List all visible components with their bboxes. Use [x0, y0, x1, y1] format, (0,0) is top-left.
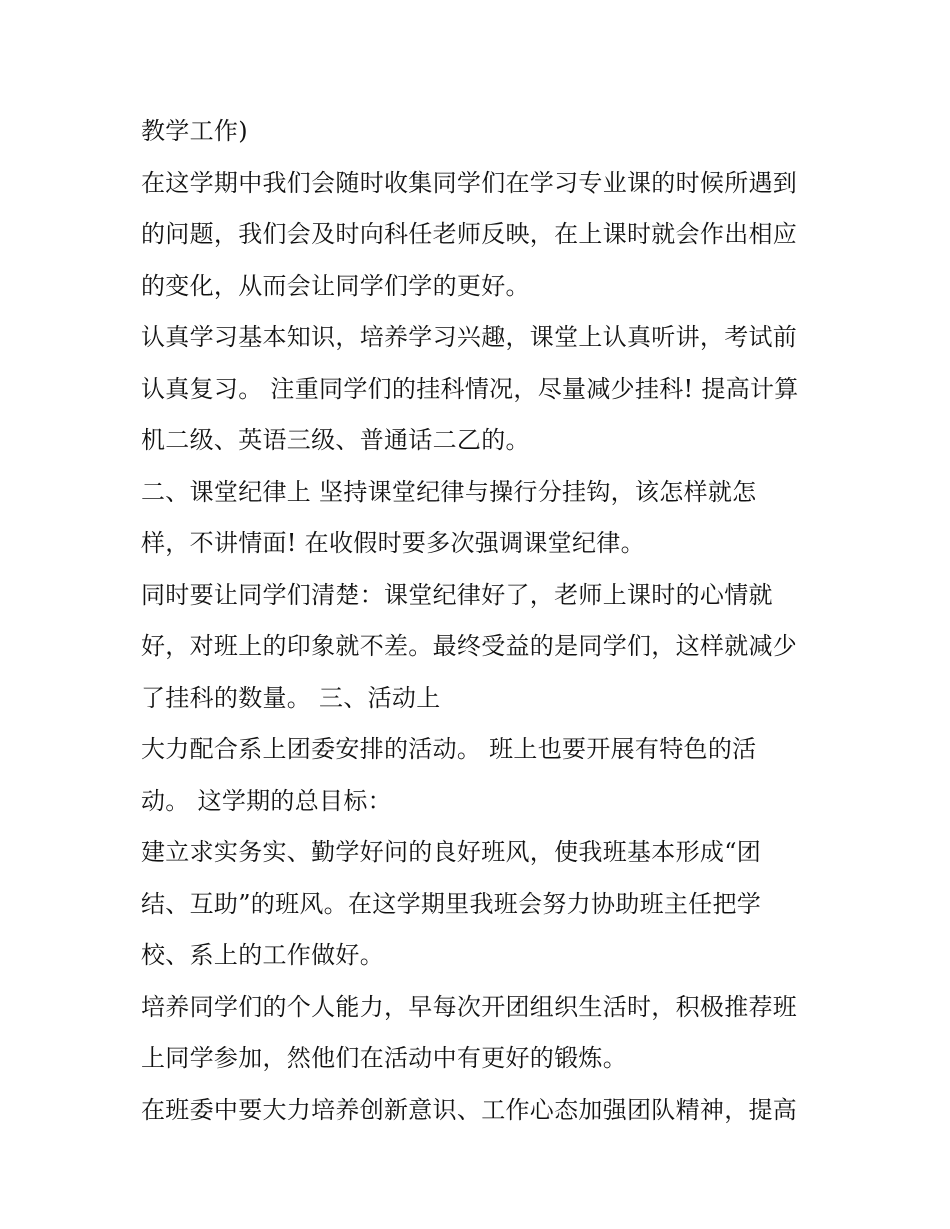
- text-line: 上同学参加，然他们在活动中有更好的锻炼。: [141, 1044, 627, 1072]
- text-line: 的变化，从而会让同学们学的更好。: [141, 271, 530, 300]
- text-line: 二、课堂纪律上 坚持课堂纪律与操行分挂钩，该怎样就怎: [141, 477, 757, 506]
- text-line: 认真学习基本知识，培养学习兴趣，课堂上认真听讲，考试前: [141, 323, 798, 351]
- text-line: 样，不讲情面! 在收假时要多次强调课堂纪律。: [141, 529, 645, 557]
- text-line: 在班委中要大力培养创新意识、工作心态加强团队精神，提高: [141, 1095, 798, 1124]
- text-line: 了挂科的数量。 三、活动上: [141, 683, 441, 712]
- text-line: 同时要让同学们清楚：课堂纪律好了，老师上课时的心情就: [141, 580, 773, 609]
- document-body: [141, 106, 831, 1136]
- text-line: 动。 这学期的总目标：: [141, 786, 392, 815]
- text-line: 机二级、英语三级、普通话二乙的。: [141, 426, 530, 454]
- text-line: 大力配合系上团委安排的活动。 班上也要开展有特色的活: [141, 735, 757, 763]
- text-line: 好，对班上的印象就不差。最终受益的是同学们，这样就减少: [141, 632, 798, 660]
- text-line: 校、系上的工作做好。: [141, 941, 384, 969]
- text-line: 认真复习。 注重同学们的挂科情况，尽量减少挂科! 提高计算: [141, 374, 799, 403]
- text-line: 在这学期中我们会随时收集同学们在学习专业课的时候所遇到: [141, 168, 798, 197]
- text-line: 结、互助”的班风。在这学期里我班会努力协助班主任把学: [141, 889, 762, 918]
- text-line: 的问题，我们会及时向科任老师反映，在上课时就会作出相应: [141, 220, 798, 248]
- text-line: 培养同学们的个人能力，早每次开团组织生活时，积极推荐班: [141, 992, 798, 1021]
- text-line: 教学工作): [141, 117, 248, 145]
- text-line: 建立求实务实、勤学好问的良好班风，使我班基本形成“团: [141, 838, 762, 866]
